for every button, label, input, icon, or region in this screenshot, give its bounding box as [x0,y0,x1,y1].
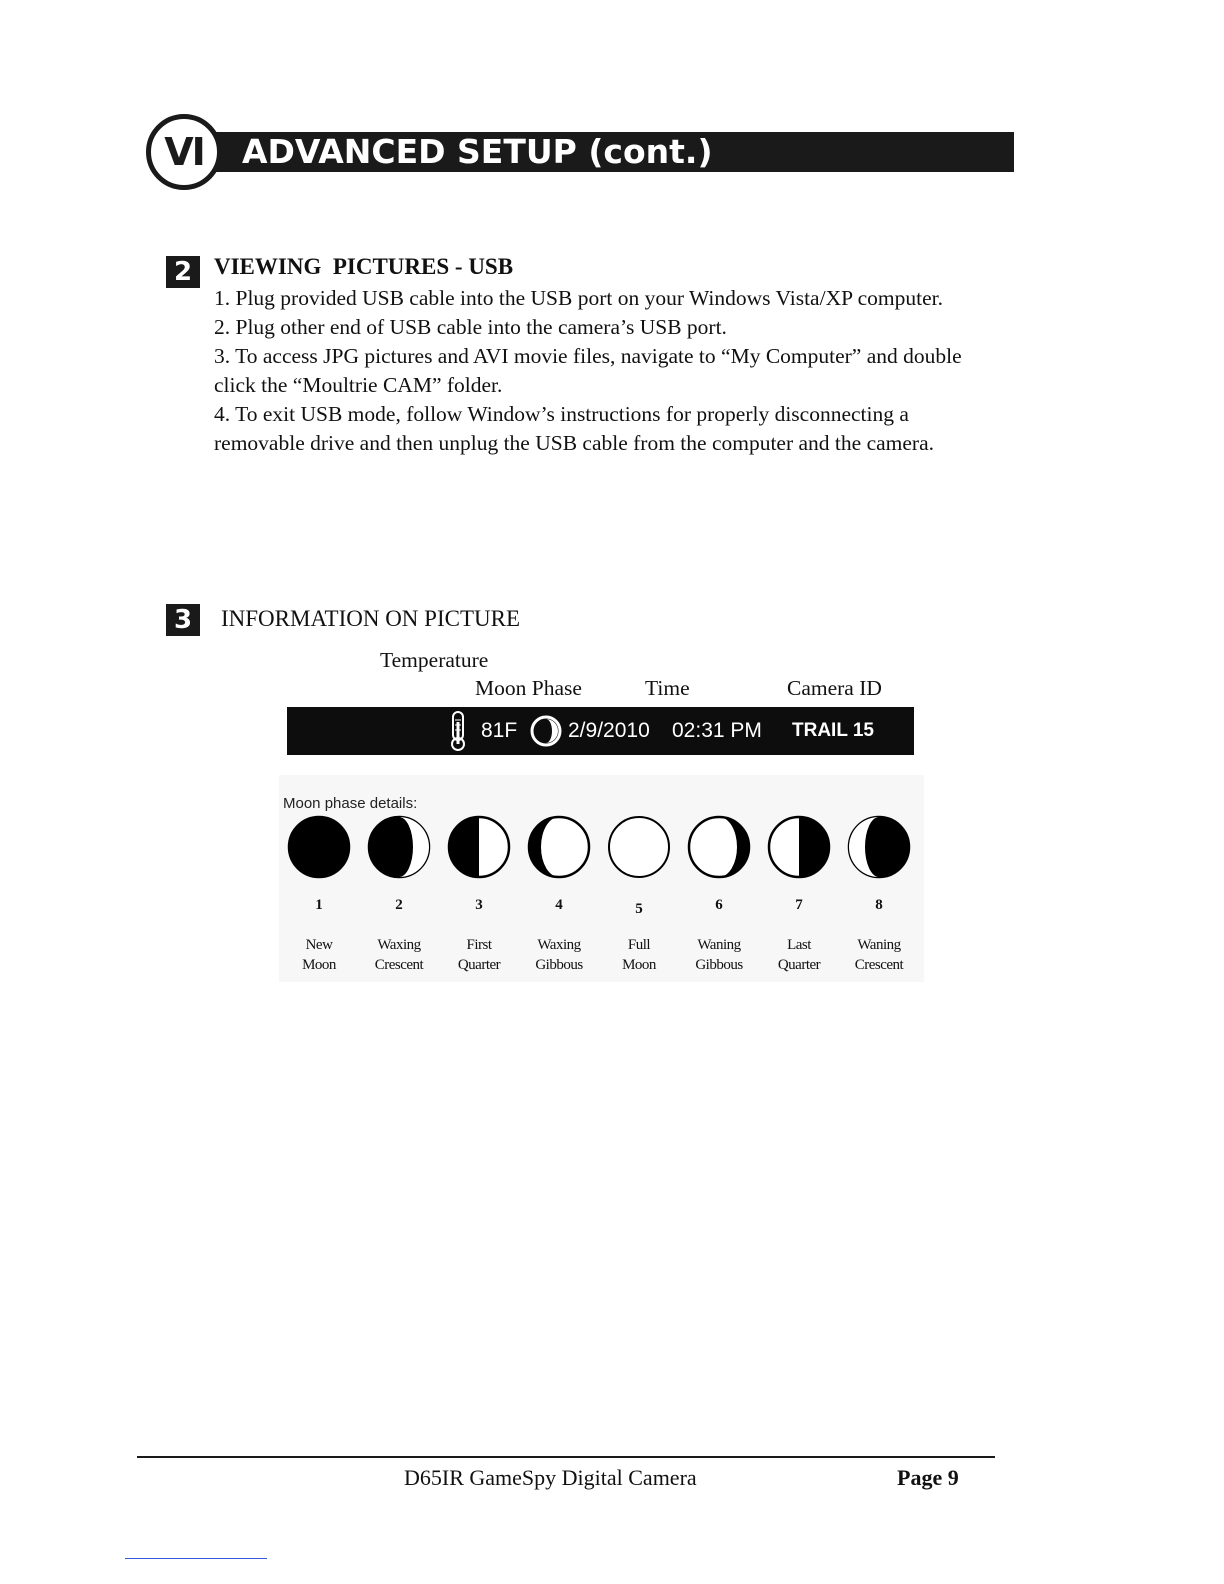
date-value: 2/9/2010 [568,719,650,742]
bottom-link-underline [125,1558,267,1559]
chapter-title: ADVANCED SETUP (cont.) [242,132,713,171]
phase-label-line: Waning [697,937,741,953]
phase-label-line: Waxing [377,937,421,953]
usb-step-4: 4. To exit USB mode, follow Window’s instructions for properly disconnecting a removable drive and then unplug the USB cable from the computer and the camera. [214,402,934,455]
waning-gibbous-icon [687,815,751,879]
moon-phase-icon [529,714,563,748]
chapter-number-badge: VI [146,114,222,190]
waxing-gibbous-icon [527,815,591,879]
phase-number: 1 [315,897,323,913]
phase-label-line: Waning [857,937,901,953]
phase-number: 8 [875,897,883,913]
moon-phase-item [519,815,599,975]
section-2-body [214,284,1004,458]
usb-step-1: 1. Plug provided USB cable into the USB port on your Windows Vista/XP computer. [214,286,944,310]
moon-phase-item [839,815,919,975]
phase-label-line: Moon [622,957,656,973]
phase-label [599,935,679,975]
phase-label [439,935,519,975]
picture-info-strip [287,707,914,755]
phase-label [839,935,919,975]
phase-label-line: Full [627,937,651,953]
phase-label-line: Gibbous [695,957,743,973]
phase-label-line: Waxing [537,937,581,953]
phase-label-line: Quarter [457,957,501,973]
usb-step-3: 3. To access JPG pictures and AVI movie files, navigate to “My Computer” and double click the “Moultrie CAM” folder. [214,344,962,397]
section-3-badge: 3 [166,604,200,636]
phase-label-line: Moon [302,957,336,973]
phase-label [359,935,439,975]
page-number: Page 9 [897,1465,959,1490]
callout-temperature: Temperature [380,648,489,672]
phase-number: 7 [795,897,803,913]
moon-phase-item [359,815,439,975]
time-value: 02:31 PM [672,719,762,742]
phase-label [279,935,359,975]
callout-moon-phase: Moon Phase [475,676,582,700]
phase-label [759,935,839,975]
phase-label-line: New [305,937,333,953]
callout-time: Time [645,676,690,700]
phase-label-line: Crescent [374,957,424,973]
full-moon-icon [607,815,671,879]
chapter-header [146,114,1014,192]
waning-crescent-icon [847,815,911,879]
phase-label-line: Last [787,937,811,953]
usb-step-2: 2. Plug other end of USB cable into the camera’s USB port. [214,315,727,339]
moon-phase-item [439,815,519,975]
moon-phase-item [279,815,359,975]
waxing-crescent-icon [367,815,431,879]
moon-phase-item [679,815,759,975]
phase-label-line: Crescent [854,957,904,973]
phase-number: 4 [555,897,563,913]
first-quarter-icon [447,815,511,879]
section-2-title: VIEWING PICTURES - USB [214,254,514,279]
phase-number: 5 [635,901,643,917]
phase-number: 6 [715,897,723,913]
moon-phase-panel [279,775,924,982]
phase-label-line: First [466,937,492,953]
moon-phase-caption: Moon phase details: [283,795,418,812]
moon-phase-item [759,815,839,975]
footer-title: D65IR GameSpy Digital Camera [404,1465,697,1490]
temperature-value: 81F [481,719,518,742]
phase-label [679,935,759,975]
phase-number: 3 [475,897,483,913]
callout-camera-id: Camera ID [787,676,882,700]
footer-divider [137,1456,995,1458]
last-quarter-icon [767,815,831,879]
phase-number: 2 [395,897,403,913]
phase-label [519,935,599,975]
phase-label-line: Gibbous [535,957,583,973]
section-2-badge: 2 [166,256,200,288]
phase-label-line: Quarter [777,957,821,973]
moon-phase-item [599,815,679,975]
new-moon-icon [287,815,351,879]
thermometer-icon [447,710,469,752]
camera-id-value: TRAIL 15 [792,720,875,741]
section-3-title: INFORMATION ON PICTURE [221,606,521,631]
